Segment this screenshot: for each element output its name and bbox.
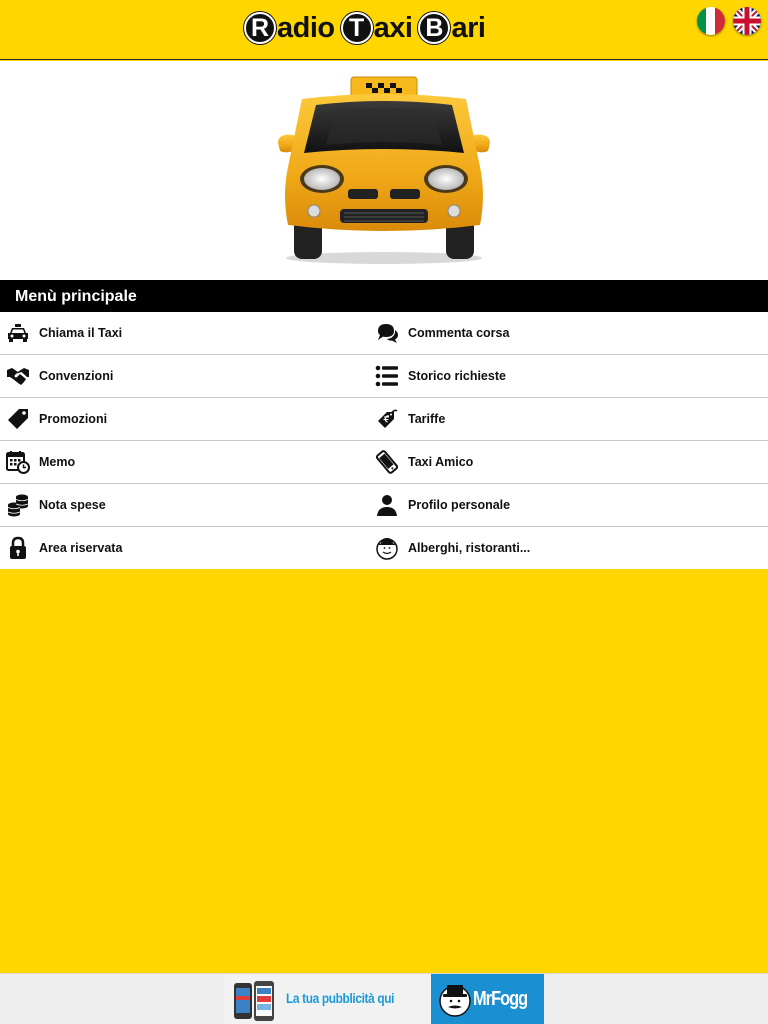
- menu-item-label: Taxi Amico: [408, 455, 474, 469]
- logo-cap: B: [418, 12, 450, 44]
- menu-item-tariffe[interactable]: [384, 398, 768, 441]
- taxi-icon: [6, 321, 30, 345]
- uk-flag-icon[interactable]: [733, 7, 761, 35]
- menu-title: Menù principale: [0, 280, 768, 312]
- logo-cap: T: [341, 12, 373, 44]
- radio-taxi-bari-logo: [244, 8, 526, 48]
- main-menu: [0, 312, 768, 569]
- menu-item-area-riservata[interactable]: [0, 527, 384, 569]
- menu-item-label: Tariffe: [408, 412, 446, 426]
- menu-item-label: Profilo personale: [408, 498, 511, 512]
- menu-item-storico-richieste[interactable]: [384, 355, 768, 398]
- brand-name: MrFogg: [473, 988, 528, 1010]
- ad-banner: [0, 973, 768, 1024]
- logo-text: adio: [277, 11, 335, 44]
- concierge-icon: [375, 536, 399, 560]
- menu-item-alberghi-ristoranti[interactable]: [384, 527, 768, 569]
- logo-word-bari: [418, 12, 485, 45]
- mrfogg-logo[interactable]: [431, 974, 544, 1024]
- menu-item-label: Promozioni: [39, 412, 108, 426]
- menu-item-profilo-personale[interactable]: [384, 484, 768, 527]
- menu-item-label: Memo: [39, 455, 76, 469]
- menu-item-label: Storico richieste: [408, 369, 506, 383]
- phone-icon: [375, 450, 399, 474]
- lock-icon: [6, 536, 30, 560]
- taxi-car-image: [274, 75, 494, 265]
- logo-word-taxi: [341, 12, 413, 45]
- menu-item-promozioni[interactable]: [0, 398, 384, 441]
- italian-flag-icon[interactable]: [697, 7, 725, 35]
- chat-bubbles-icon: [375, 321, 399, 345]
- mrfogg-face-icon: [438, 983, 472, 1017]
- menu-item-label: Alberghi, ristoranti...: [408, 541, 531, 555]
- user-icon: [375, 493, 399, 517]
- menu-item-label: Nota spese: [39, 498, 106, 512]
- menu-item-label: Chiama il Taxi: [39, 326, 123, 340]
- hero-banner: [0, 61, 768, 280]
- menu-item-commenta-corsa[interactable]: [384, 312, 768, 355]
- coins-icon: [6, 493, 30, 517]
- handshake-icon: [6, 364, 30, 388]
- ad-text: La tua pubblicità qui: [286, 991, 395, 1006]
- menu-item-chiama-taxi[interactable]: [0, 312, 384, 355]
- list-icon: [375, 364, 399, 388]
- logo-text: ari: [451, 11, 486, 44]
- menu-item-label: Area riservata: [39, 541, 123, 555]
- price-tag-icon: [6, 407, 30, 431]
- menu-item-label: Commenta corsa: [408, 326, 510, 340]
- logo-text: axi: [373, 11, 413, 44]
- logo-word-radio: [244, 12, 335, 45]
- menu-item-nota-spese[interactable]: [0, 484, 384, 527]
- top-bar: [0, 0, 768, 60]
- menu-item-taxi-amico[interactable]: [384, 441, 768, 484]
- calendar-clock-icon: [6, 450, 30, 474]
- euro-tag-icon: [375, 407, 399, 431]
- menu-item-memo[interactable]: [0, 441, 384, 484]
- menu-item-label: Convenzioni: [39, 369, 114, 383]
- logo-cap: R: [244, 12, 276, 44]
- menu-item-convenzioni[interactable]: [0, 355, 384, 398]
- phones-icon: [232, 980, 276, 1022]
- ad-promo[interactable]: [224, 974, 431, 1024]
